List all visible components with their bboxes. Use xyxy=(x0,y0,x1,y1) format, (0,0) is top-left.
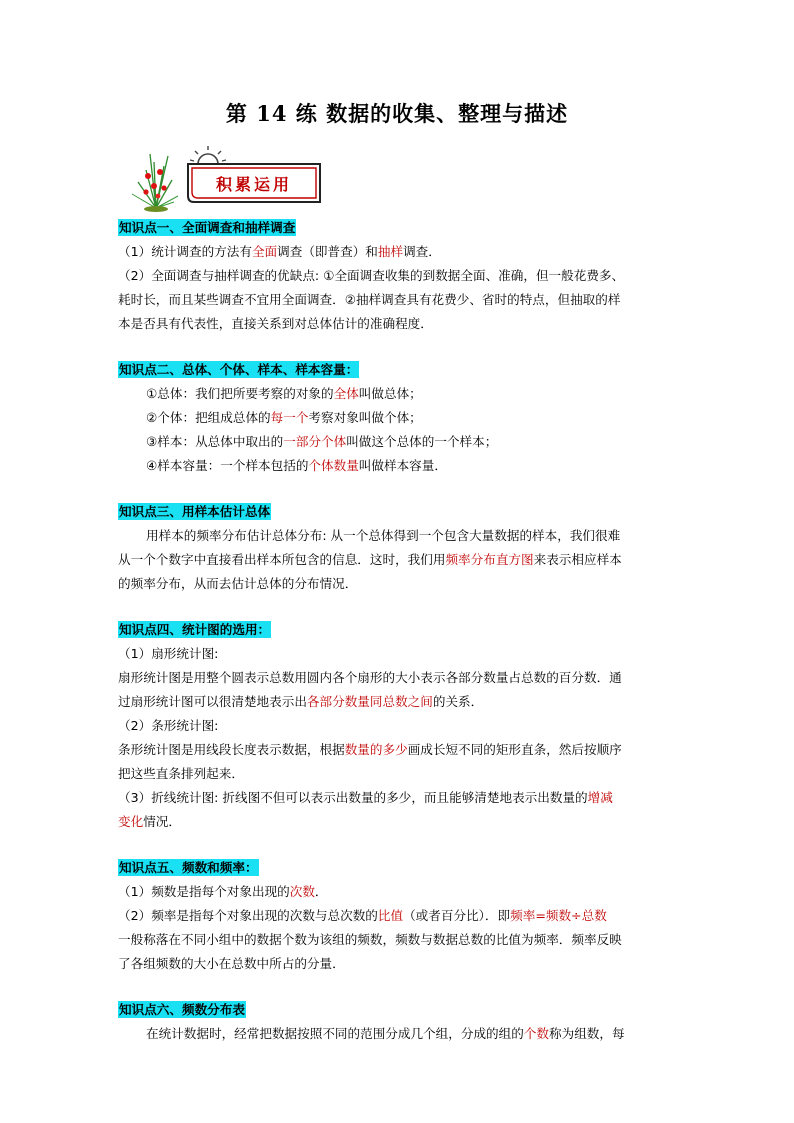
section-6 xyxy=(118,998,680,1046)
text-run: 画成长短不同的矩形直条，然后按顺序 xyxy=(407,742,622,757)
highlighted-term: 抽样 xyxy=(377,244,404,259)
text-run: 从一个个数字中直接看出样本所包含的信息．这时，我们用 xyxy=(118,552,446,567)
text-run: 把这些直条排列起来． xyxy=(118,766,244,781)
page-title: 第 14 练 数据的收集、整理与描述 xyxy=(225,101,569,126)
text-run: 调查（即普查）和 xyxy=(277,244,378,259)
text-run: ②个体：把组成总体的 xyxy=(146,410,271,425)
text-run: ③样本：从总体中取出的 xyxy=(146,434,284,449)
text-run: 叫做总体； xyxy=(358,386,422,401)
text-run: ． xyxy=(314,884,328,899)
text-run: （1）扇形统计图: xyxy=(118,646,219,661)
text-run: （2）频率是指每个对象出现的次数与总次数的 xyxy=(118,908,378,923)
text-run: 耗时长，而且某些调查不宜用全面调查．②抽样调查具有花费少、省时的特点，但抽取的样 xyxy=(118,292,621,307)
text-run: 在统计数据时，经常把数据按照不同的范围分成几个组，分成的组的 xyxy=(146,1026,524,1041)
text-line xyxy=(118,928,680,952)
content-body xyxy=(118,216,680,1068)
text-line xyxy=(118,904,680,928)
text-run: （或者百分比）．即 xyxy=(403,908,511,923)
text-line xyxy=(118,382,680,406)
highlighted-term: 增减 xyxy=(587,790,613,805)
highlighted-term: 变化 xyxy=(118,814,144,829)
text-run: 过扇形统计图可以很清楚地表示出 xyxy=(118,694,307,709)
text-line xyxy=(118,880,680,904)
banner-label: 积累运用 xyxy=(215,175,293,194)
text-run: ④样本容量：一个样本包括的 xyxy=(146,458,309,473)
text-run: 叫做样本容量． xyxy=(358,458,447,473)
highlighted-term: 频率分布直方图 xyxy=(445,552,534,567)
text-run: 的频率分布，从而去估计总体的分布情况． xyxy=(118,576,358,591)
section-4 xyxy=(118,618,680,834)
text-line xyxy=(118,572,680,596)
text-run: （2）全面调查与抽样调查的优缺点: ①全面调查收集的到数据全面、准确，但一般花费多、 xyxy=(118,268,625,283)
text-line xyxy=(118,762,680,786)
section-heading: 知识点一、全面调查和抽样调查 xyxy=(119,220,296,235)
text-line xyxy=(118,240,680,264)
text-line xyxy=(118,312,680,336)
text-run: （1）统计调查的方法有 xyxy=(118,244,252,259)
text-run: ①总体：我们把所要考察的对象的 xyxy=(146,386,334,401)
section-heading: 知识点四、统计图的选用： xyxy=(119,622,271,637)
text-run: 调查． xyxy=(403,244,441,259)
text-run: 的关系． xyxy=(432,694,484,709)
text-run: 条形统计图是用线段长度表示数据，根据 xyxy=(118,742,345,757)
text-run: 考察对象叫做个体； xyxy=(308,410,422,425)
highlighted-term: 全体 xyxy=(333,386,359,401)
highlighted-term: 各部分数量同总数之间 xyxy=(306,694,433,709)
highlighted-term: 全面 xyxy=(251,244,278,259)
banner-decoration xyxy=(128,142,324,212)
highlighted-term: 数量的多少 xyxy=(344,742,408,757)
text-line xyxy=(118,524,680,548)
section-3 xyxy=(118,500,680,596)
text-line xyxy=(118,810,680,834)
text-line xyxy=(118,548,680,572)
text-run: （1）频数是指每个对象出现的 xyxy=(118,884,290,899)
text-run: 用样本的频率分布估计总体分布: 从一个总体得到一个包含大量数据的样本，我们很难 xyxy=(146,528,621,543)
text-run: 情况． xyxy=(143,814,181,829)
text-line xyxy=(118,666,680,690)
highlighted-term: 一部分个体 xyxy=(283,434,347,449)
text-line xyxy=(118,690,680,714)
highlighted-term: 比值 xyxy=(377,908,404,923)
text-run: 叫做这个总体的一个样本； xyxy=(346,434,498,449)
highlighted-term: 次数 xyxy=(289,884,315,899)
plant-decoration-icon xyxy=(132,154,178,212)
text-run: （3）折线统计图: 折线图不但可以表示出数量的多少，而且能够清楚地表示出数量的 xyxy=(118,790,588,805)
text-line xyxy=(118,454,680,478)
text-line xyxy=(118,952,680,976)
section-heading: 知识点六、频数分布表 xyxy=(119,1002,245,1017)
sun-icon xyxy=(190,146,226,164)
section-heading: 知识点五、频数和频率： xyxy=(119,860,258,875)
section-2 xyxy=(118,358,680,478)
text-run: 了各组频数的大小在总数中所占的分量． xyxy=(118,956,345,971)
highlighted-term: 个体数量 xyxy=(308,458,359,473)
section-5 xyxy=(118,856,680,976)
text-line xyxy=(118,642,680,666)
section-heading: 知识点三、用样本估计总体 xyxy=(119,504,271,519)
text-run: 称为组数，每 xyxy=(549,1026,625,1041)
highlighted-term: 个数 xyxy=(523,1026,549,1041)
text-line xyxy=(118,714,680,738)
text-run: 扇形统计图是用整个圆表示总数用圆内各个扇形的大小表示各部分数量占总数的百分数．通 xyxy=(118,670,622,685)
text-run: （2）条形统计图: xyxy=(118,718,219,733)
text-line xyxy=(118,288,680,312)
text-run: 来表示相应样本 xyxy=(533,552,622,567)
text-line xyxy=(118,738,680,762)
highlighted-term: 每一个 xyxy=(270,410,309,425)
highlighted-term: 频率=频数÷总数 xyxy=(510,908,607,923)
section-1 xyxy=(118,216,680,336)
text-run: 一般称落在不同小组中的数据个数为该组的频数，频数与数据总数的比值为频率．频率反映 xyxy=(118,932,622,947)
section-heading: 知识点二、总体、个体、样本、样本容量： xyxy=(119,362,359,377)
text-line xyxy=(118,786,680,810)
text-line xyxy=(118,406,680,430)
text-line xyxy=(118,430,680,454)
text-line xyxy=(118,264,680,288)
text-line xyxy=(118,1022,680,1046)
text-run: 本是否具有代表性，直接关系到对总体估计的准确程度． xyxy=(118,316,433,331)
